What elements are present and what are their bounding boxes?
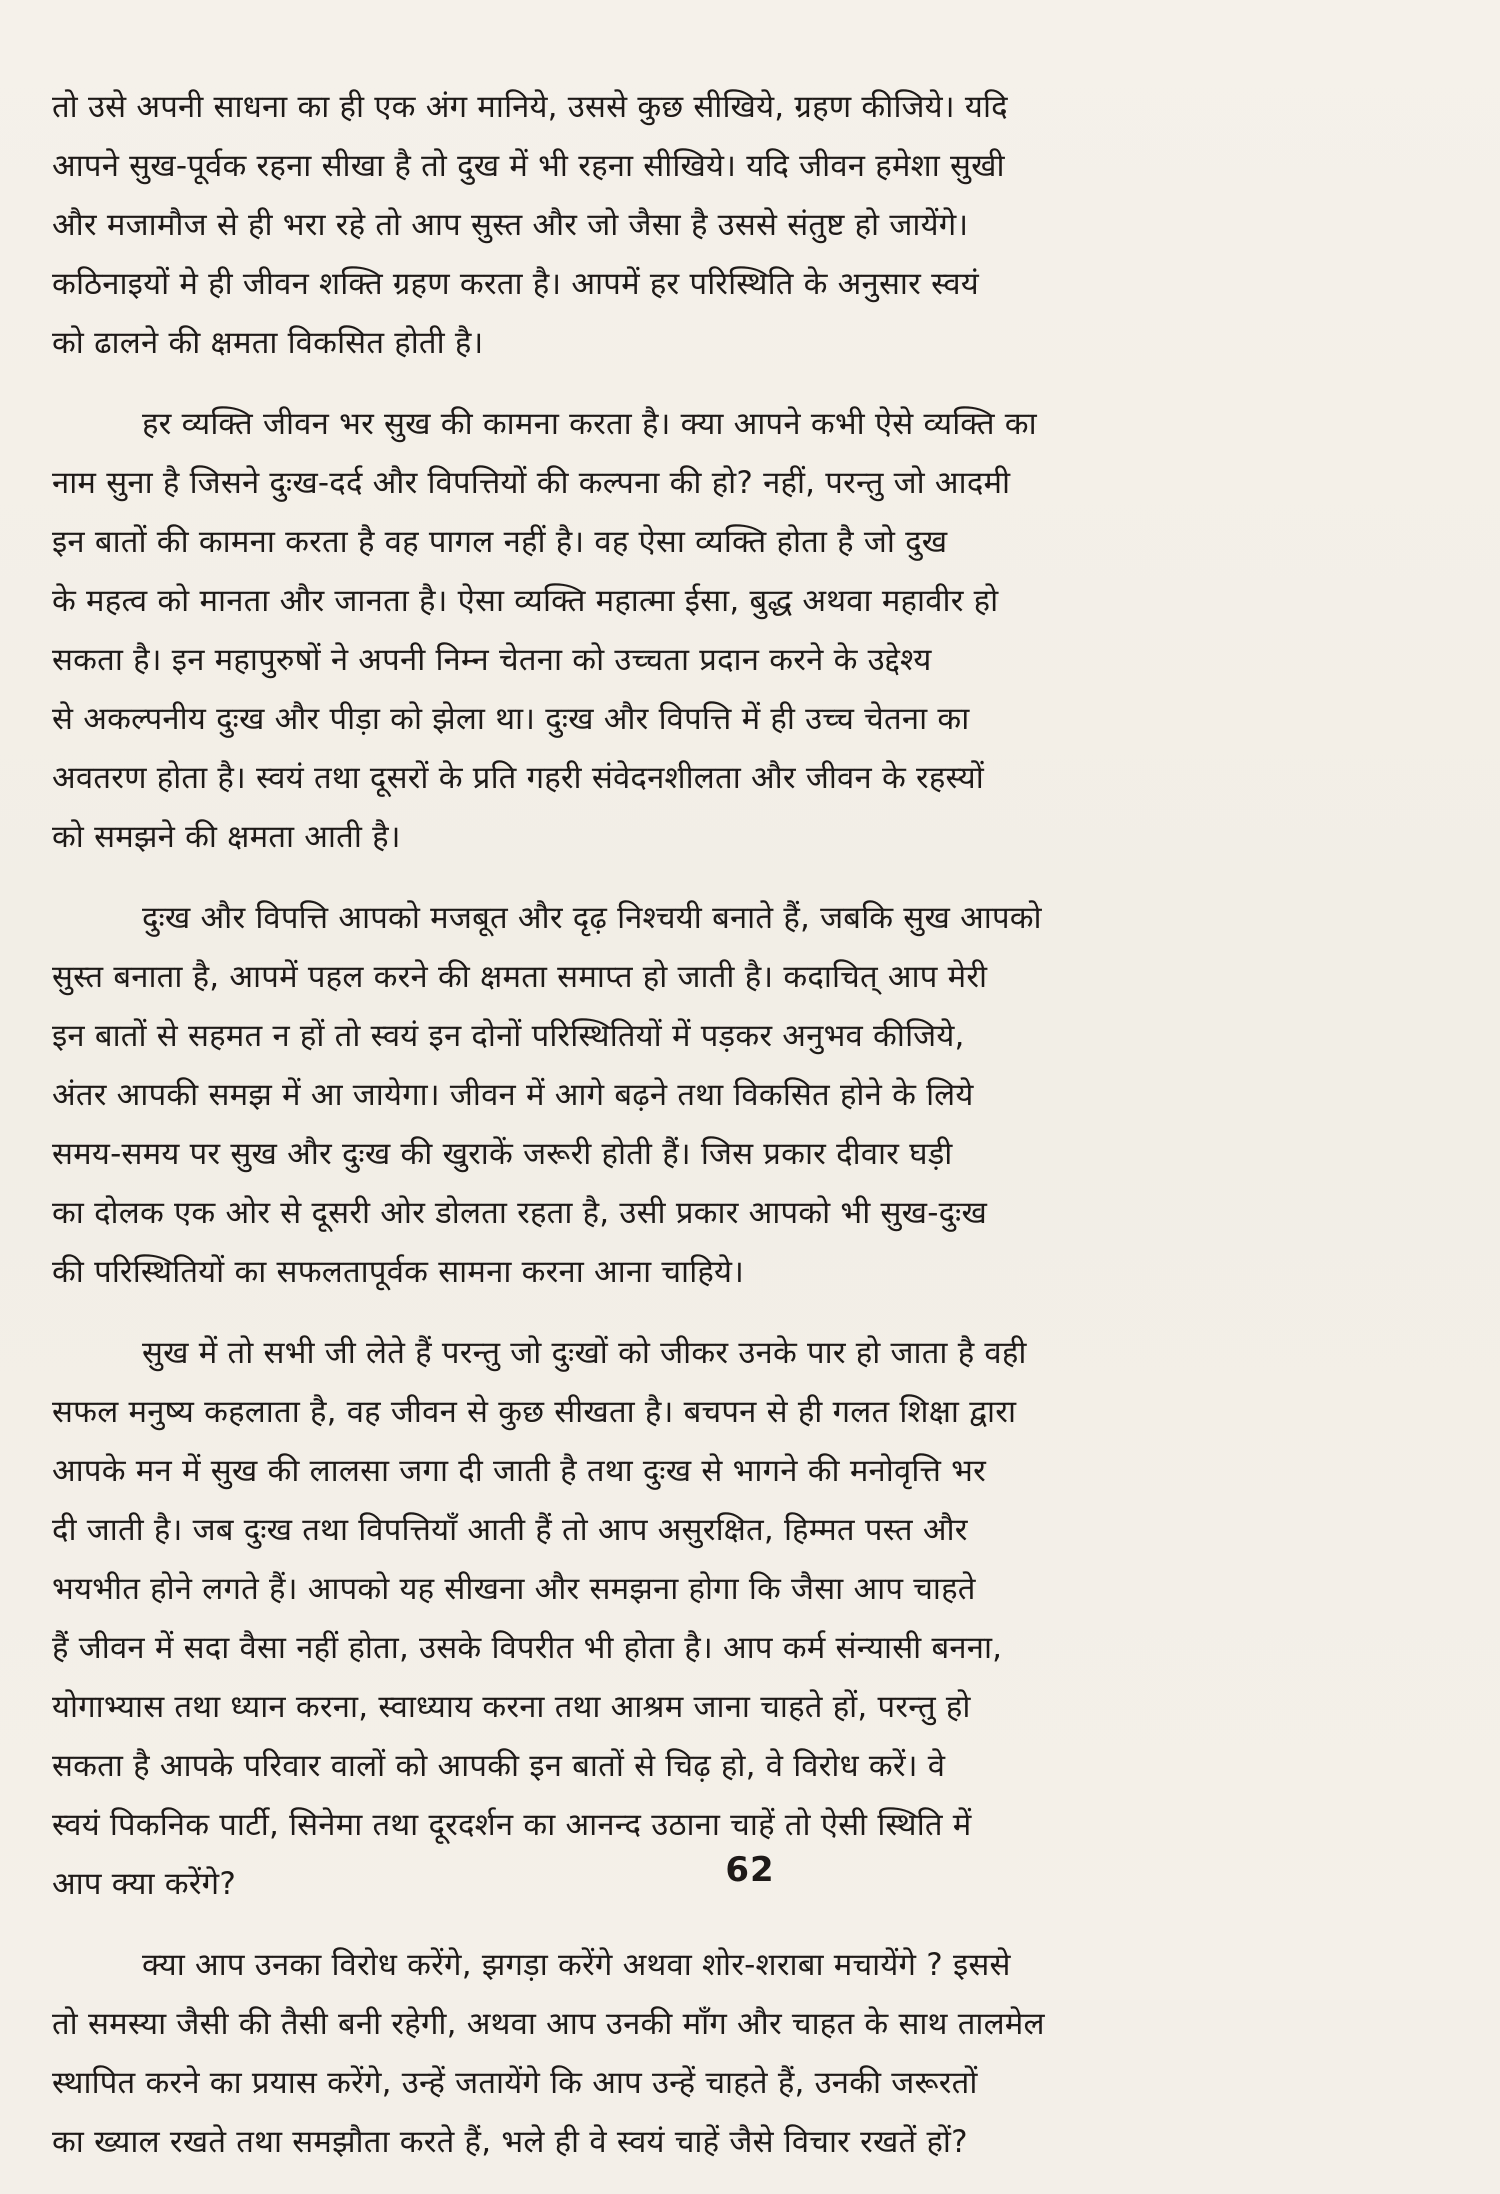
text-line: अवतरण होता है। स्वयं तथा दूसरों के प्रति गहरी संवेदनशीलता और जीवन के रहस्यों (52, 760, 985, 796)
text-line: दुःख और विपत्ति आपको मजबूत और दृढ़ निश्चयी बनाते हैं, जबकि सुख आपको (142, 900, 1042, 936)
text-line: सुस्त बनाता है, आपमें पहल करने की क्षमता समाप्त हो जाती है। कदाचित् आप मेरी (52, 959, 988, 995)
paragraph-5 (52, 1936, 1452, 2172)
text-line: का ख्याल रखते तथा समझौता करते हैं, भले ही वे स्वयं चाहें जैसे विचार रखतें हों? (52, 2124, 968, 2160)
text-line: इन बातों की कामना करता है वह पागल नहीं है। वह ऐसा व्यक्ति होता है जो दुख (52, 524, 948, 560)
text-line: की परिस्थितियों का सफलतापूर्वक सामना करना आना चाहिये। (52, 1254, 745, 1290)
text-line: दी जाती है। जब दुःख तथा विपत्तियाँ आती हैं तो आप असुरक्षित, हिम्मत पस्त और (52, 1512, 968, 1548)
text-line: समय-समय पर सुख और दुःख की खुराकें जरूरी होती हैं। जिस प्रकार दीवार घड़ी (52, 1136, 953, 1172)
text-line: सुख में तो सभी जी लेते हैं परन्तु जो दुःखों को जीकर उनके पार हो जाता है वही (142, 1335, 1027, 1371)
text-line: नाम सुना है जिसने दुःख-दर्द और विपत्तियों की कल्पना की हो? नहीं, परन्तु जो आदमी (52, 465, 1011, 501)
text-line: और मजामौज से ही भरा रहे तो आप सुस्त और जो जैसा है उससे संतुष्ट हो जायेंगे। (52, 207, 969, 243)
text-line: आप क्या करेंगे? (52, 1866, 236, 1902)
text-line: तो समस्या जैसी की तैसी बनी रहेगी, अथवा आप उनकी माँग और चाहत के साथ तालमेल (52, 2006, 1045, 2042)
text-line: सकता है आपके परिवार वालों को आपकी इन बातों से चिढ़ हो, वे विरोध करें। वे (52, 1748, 946, 1784)
text-line: अंतर आपकी समझ में आ जायेगा। जीवन में आगे बढ़ने तथा विकसित होने के लिये (52, 1077, 974, 1113)
paragraph-1 (52, 78, 1452, 373)
text-line: को ढालने की क्षमता विकसित होती है। (52, 325, 484, 361)
text-line: आपने सुख-पूर्वक रहना सीखा है तो दुख में भी रहना सीखिये। यदि जीवन हमेशा सुखी (52, 148, 1005, 184)
text-line: योगाभ्यास तथा ध्यान करना, स्वाध्याय करना तथा आश्रम जाना चाहते हों, परन्तु हो (52, 1689, 971, 1725)
text-line: का दोलक एक ओर से दूसरी ओर डोलता रहता है, उसी प्रकार आपको भी सुख-दुःख (52, 1195, 988, 1231)
paragraph-2 (52, 395, 1452, 867)
paragraph-4 (52, 1324, 1452, 1914)
text-line: हैं जीवन में सदा वैसा नहीं होता, उसके विपरीत भी होता है। आप कर्म संन्यासी बनना, (52, 1630, 1003, 1666)
text-line: को समझने की क्षमता आती है। (52, 819, 401, 855)
text-line: के महत्व को मानता और जानता है। ऐसा व्यक्ति महात्मा ईसा, बुद्ध अथवा महावीर हो (52, 583, 999, 619)
text-line: तो उसे अपनी साधना का ही एक अंग मानिये, उससे कुछ सीखिये, ग्रहण कीजिये। यदि (52, 89, 1008, 125)
text-line: सकता है। इन महापुरुषों ने अपनी निम्न चेतना को उच्चता प्रदान करने के उद्देश्य (52, 642, 932, 678)
text-line: आपके मन में सुख की लालसा जगा दी जाती है तथा दुःख से भागने की मनोवृत्ति भर (52, 1453, 986, 1489)
text-line: स्थापित करने का प्रयास करेंगे, उन्हें जतायेंगे कि आप उन्हें चाहते हैं, उनकी जरूरतों (52, 2065, 978, 2101)
text-line: सफल मनुष्य कहलाता है, वह जीवन से कुछ सीखता है। बचपन से ही गलत शिक्षा द्वारा (52, 1394, 1017, 1430)
text-line: क्या आप उनका विरोध करेंगे, झगड़ा करेंगे अथवा शोर-शराबा मचायेंगे ? इससे (142, 1947, 1011, 1983)
text-line: भयभीत होने लगते हैं। आपको यह सीखना और समझना होगा कि जैसा आप चाहते (52, 1571, 976, 1607)
page-number: 62 (725, 1850, 775, 1890)
paragraph-3 (52, 889, 1452, 1302)
text-line: हर व्यक्ति जीवन भर सुख की कामना करता है। क्या आपने कभी ऐसे व्यक्ति का (142, 406, 1037, 442)
text-line: कठिनाइयों मे ही जीवन शक्ति ग्रहण करता है। आपमें हर परिस्थिति के अनुसार स्वयं (52, 266, 979, 302)
text-line: स्वयं पिकनिक पार्टी, सिनेमा तथा दूरदर्शन का आनन्द उठाना चाहें तो ऐसी स्थिति में (52, 1807, 972, 1843)
text-line: इन बातों से सहमत न हों तो स्वयं इन दोनों परिस्थितियों में पड़कर अनुभव कीजिये, (52, 1018, 965, 1054)
text-line: से अकल्पनीय दुःख और पीड़ा को झेला था। दुःख और विपत्ति में ही उच्च चेतना का (52, 701, 970, 737)
